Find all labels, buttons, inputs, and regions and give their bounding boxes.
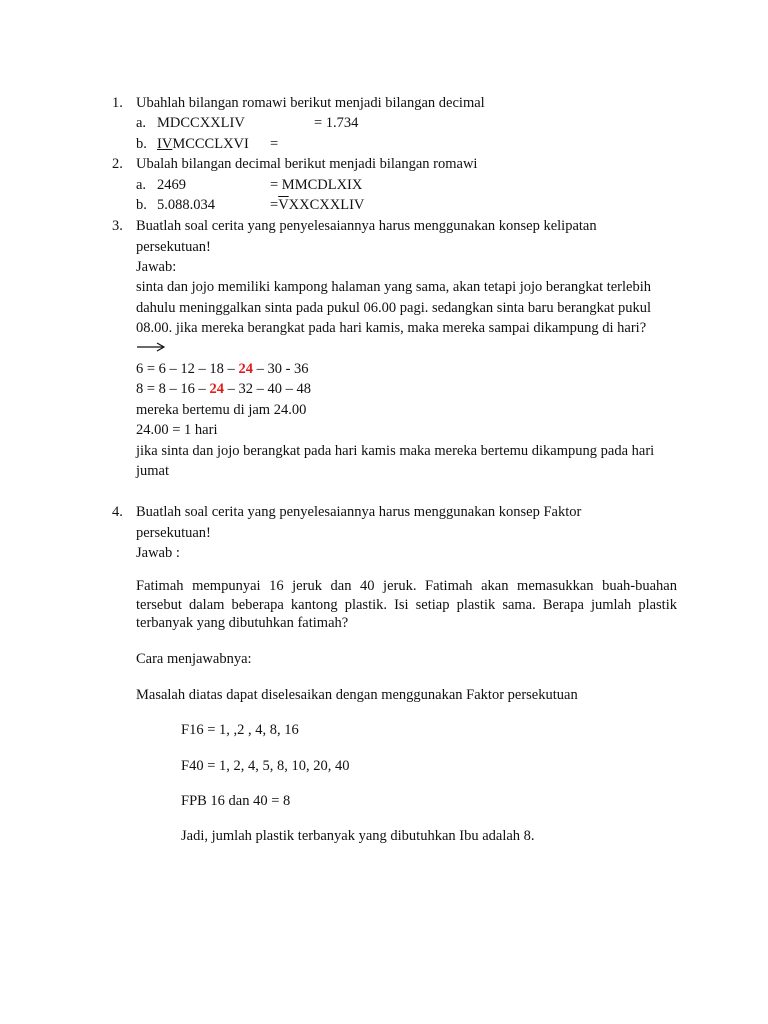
q3-day: 24.00 = 1 hari [136,422,218,438]
q2-b-prefix: = [270,197,279,213]
q3-row8-highlight: 24 [209,381,224,397]
q1-b-rest: MCCCLXVI [172,136,249,152]
q4-factors-40: F40 = 1, 2, 4, 5, 8, 10, 20, 40 [181,758,350,774]
q4-number: 4. [112,504,123,520]
q3-jawab: Jawab: [136,259,177,275]
q3-multiples-8 [136,379,311,399]
q3-meet: mereka bertemu di jam 24.00 [136,402,307,418]
q3-story-line3: 08.00. jika mereka berangkat pada hari kamis, maka mereka sampai dikampung di hari? [136,320,647,336]
q3-multiples-6 [136,359,309,379]
q2-b-rest: XXCXXLIV [288,197,365,213]
q3-row6-highlight: 24 [238,361,253,377]
q1-b-value [157,134,249,154]
q1-number: 1. [112,95,123,111]
right-arrow-icon [136,340,166,354]
q1-b-label: b. [136,136,147,152]
q3-row8-post: – 32 – 40 – 48 [223,381,311,397]
q3-line1: Buatlah soal cerita yang penyelesaiannya harus menggunakan konsep kelipatan [136,218,597,234]
q1-a-value: MDCCXXLIV [157,115,245,131]
q4-masalah: Masalah diatas dapat diselesaikan dengan menggunakan Faktor persekutuan [136,687,578,703]
q1-b-answer: = [270,136,279,152]
q4-line2: persekutuan! [136,525,211,541]
q3-conclusion-line2: jumat [136,463,170,479]
q2-b-overline: $\overline{V}$ [278,197,289,213]
q4-line1: Buatlah soal cerita yang penyelesaiannya harus menggunakan konsep Faktor [136,504,582,520]
q4-paragraph-line3: terbanyak yang dibutuhkan fatimah? [136,615,349,631]
q1-text: Ubahlah bilangan romawi berikut menjadi bilangan decimal [136,95,485,111]
q4-factors-16: F16 = 1, ,2 , 4, 8, 16 [181,722,299,738]
q3-number: 3. [112,218,123,234]
q3-conclusion-line1: jika sinta dan jojo berangkat pada hari kamis maka mereka bertemu dikampung pada hari [136,443,655,459]
q4-paragraph-line2: tersebut dalam beberapa kantong plastik. Isi setiap plastik sama. Berapa jumlah plastik [136,597,677,613]
q3-row8-pre: 8 = 8 – 16 – [136,381,210,397]
q2-b-label: b. [136,197,147,213]
q2-a-answer: = MMCDLXIX [270,177,363,193]
q4-jawab: Jawab : [136,545,180,561]
q1-a-answer: = 1.734 [314,115,359,131]
q2-a-value: 2469 [157,177,186,193]
q3-story-line1: sinta dan jojo memiliki kampong halaman yang sama, akan tetapi jojo berangkat terlebih [136,279,652,295]
q2-b-answer [270,195,364,215]
q2-b-value: 5.088.034 [157,197,215,213]
q2-number: 2. [112,156,123,172]
q4-paragraph-line1: Fatimah mempunyai 16 jeruk dan 40 jeruk. Fatimah akan memasukkan buah-buahan [136,578,677,594]
q2-text: Ubalah bilangan decimal berikut menjadi bilangan romawi [136,156,478,172]
q4-conclusion: Jadi, jumlah plastik terbanyak yang dibutuhkan Ibu adalah 8. [181,828,535,844]
q4-fpb: FPB 16 dan 40 = 8 [181,793,291,809]
q3-row6-post: – 30 - 36 [252,361,309,377]
q1-b-underlined: IV [157,136,173,152]
q4-cara: Cara menjawabnya: [136,651,252,667]
q1-a-label: a. [136,115,147,131]
q3-row6-pre: 6 = 6 – 12 – 18 – [136,361,239,377]
q2-a-label: a. [136,177,147,193]
q3-story-line2: dahulu meninggalkan sinta pada pukul 06.00 pagi. sedangkan sinta baru berangkat pukul [136,300,652,316]
q3-line2: persekutuan! [136,239,211,255]
